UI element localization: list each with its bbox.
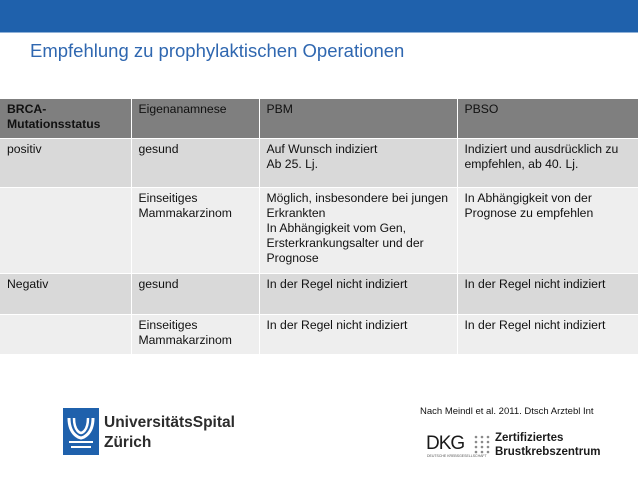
table-row xyxy=(0,315,638,355)
dkg-subtitle: DEUTSCHE KREBSGESELLSCHAFT xyxy=(427,454,487,458)
usz-logo-icon xyxy=(63,408,99,455)
header-pbso: PBSO xyxy=(457,99,638,139)
usz-name-line2: Zürich xyxy=(104,434,152,451)
table-cell: positiv xyxy=(0,139,131,188)
dkg-dots-icon xyxy=(473,434,491,456)
table-cell xyxy=(0,315,131,355)
table-cell: Auf Wunsch indiziert Ab 25. Lj. xyxy=(259,139,457,188)
table-row xyxy=(0,274,638,315)
citation-text: Nach Meindl et al. 2011. Dtsch Arztebl Int xyxy=(420,406,594,417)
dkg-logo-text: DKG xyxy=(426,433,465,454)
certification-line2: Brustkrebszentrum xyxy=(495,446,601,458)
header-brca-status: BRCA-Mutationsstatus xyxy=(0,99,131,139)
table-cell: In der Regel nicht indiziert xyxy=(259,315,457,355)
table-row xyxy=(0,139,638,188)
table-cell: In der Regel nicht indiziert xyxy=(457,315,638,355)
top-bar xyxy=(0,0,638,32)
table-cell: In der Regel nicht indiziert xyxy=(259,274,457,315)
header-eigenanamnese: Eigenanamnese xyxy=(131,99,259,139)
slide-title: Empfehlung zu prophylaktischen Operationen xyxy=(30,40,405,61)
table-row xyxy=(0,188,638,274)
table-cell xyxy=(0,188,131,274)
table-cell: Möglich, insbesondere bei jungen Erkrankten In Abhängigkeit vom Gen, Ersterkrankungsalter und der Prognose xyxy=(259,188,457,274)
header-pbm: PBM xyxy=(259,99,457,139)
table-cell: Einseitiges Mammakarzinom xyxy=(131,188,259,274)
top-bar-divider xyxy=(0,32,638,33)
table-cell: gesund xyxy=(131,139,259,188)
table-header-row xyxy=(0,99,638,139)
usz-name-line1: UniversitätsSpital xyxy=(104,414,235,431)
table-cell: Einseitiges Mammakarzinom xyxy=(131,315,259,355)
table-cell: Negativ xyxy=(0,274,131,315)
recommendation-table xyxy=(0,99,638,355)
table-cell: In der Regel nicht indiziert xyxy=(457,274,638,315)
table-cell: gesund xyxy=(131,274,259,315)
table-cell: In Abhängigkeit von der Prognose zu empfehlen xyxy=(457,188,638,274)
certification-line1: Zertifiziertes xyxy=(495,432,564,444)
table-cell: Indiziert und ausdrücklich zu empfehlen, ab 40. Lj. xyxy=(457,139,638,188)
